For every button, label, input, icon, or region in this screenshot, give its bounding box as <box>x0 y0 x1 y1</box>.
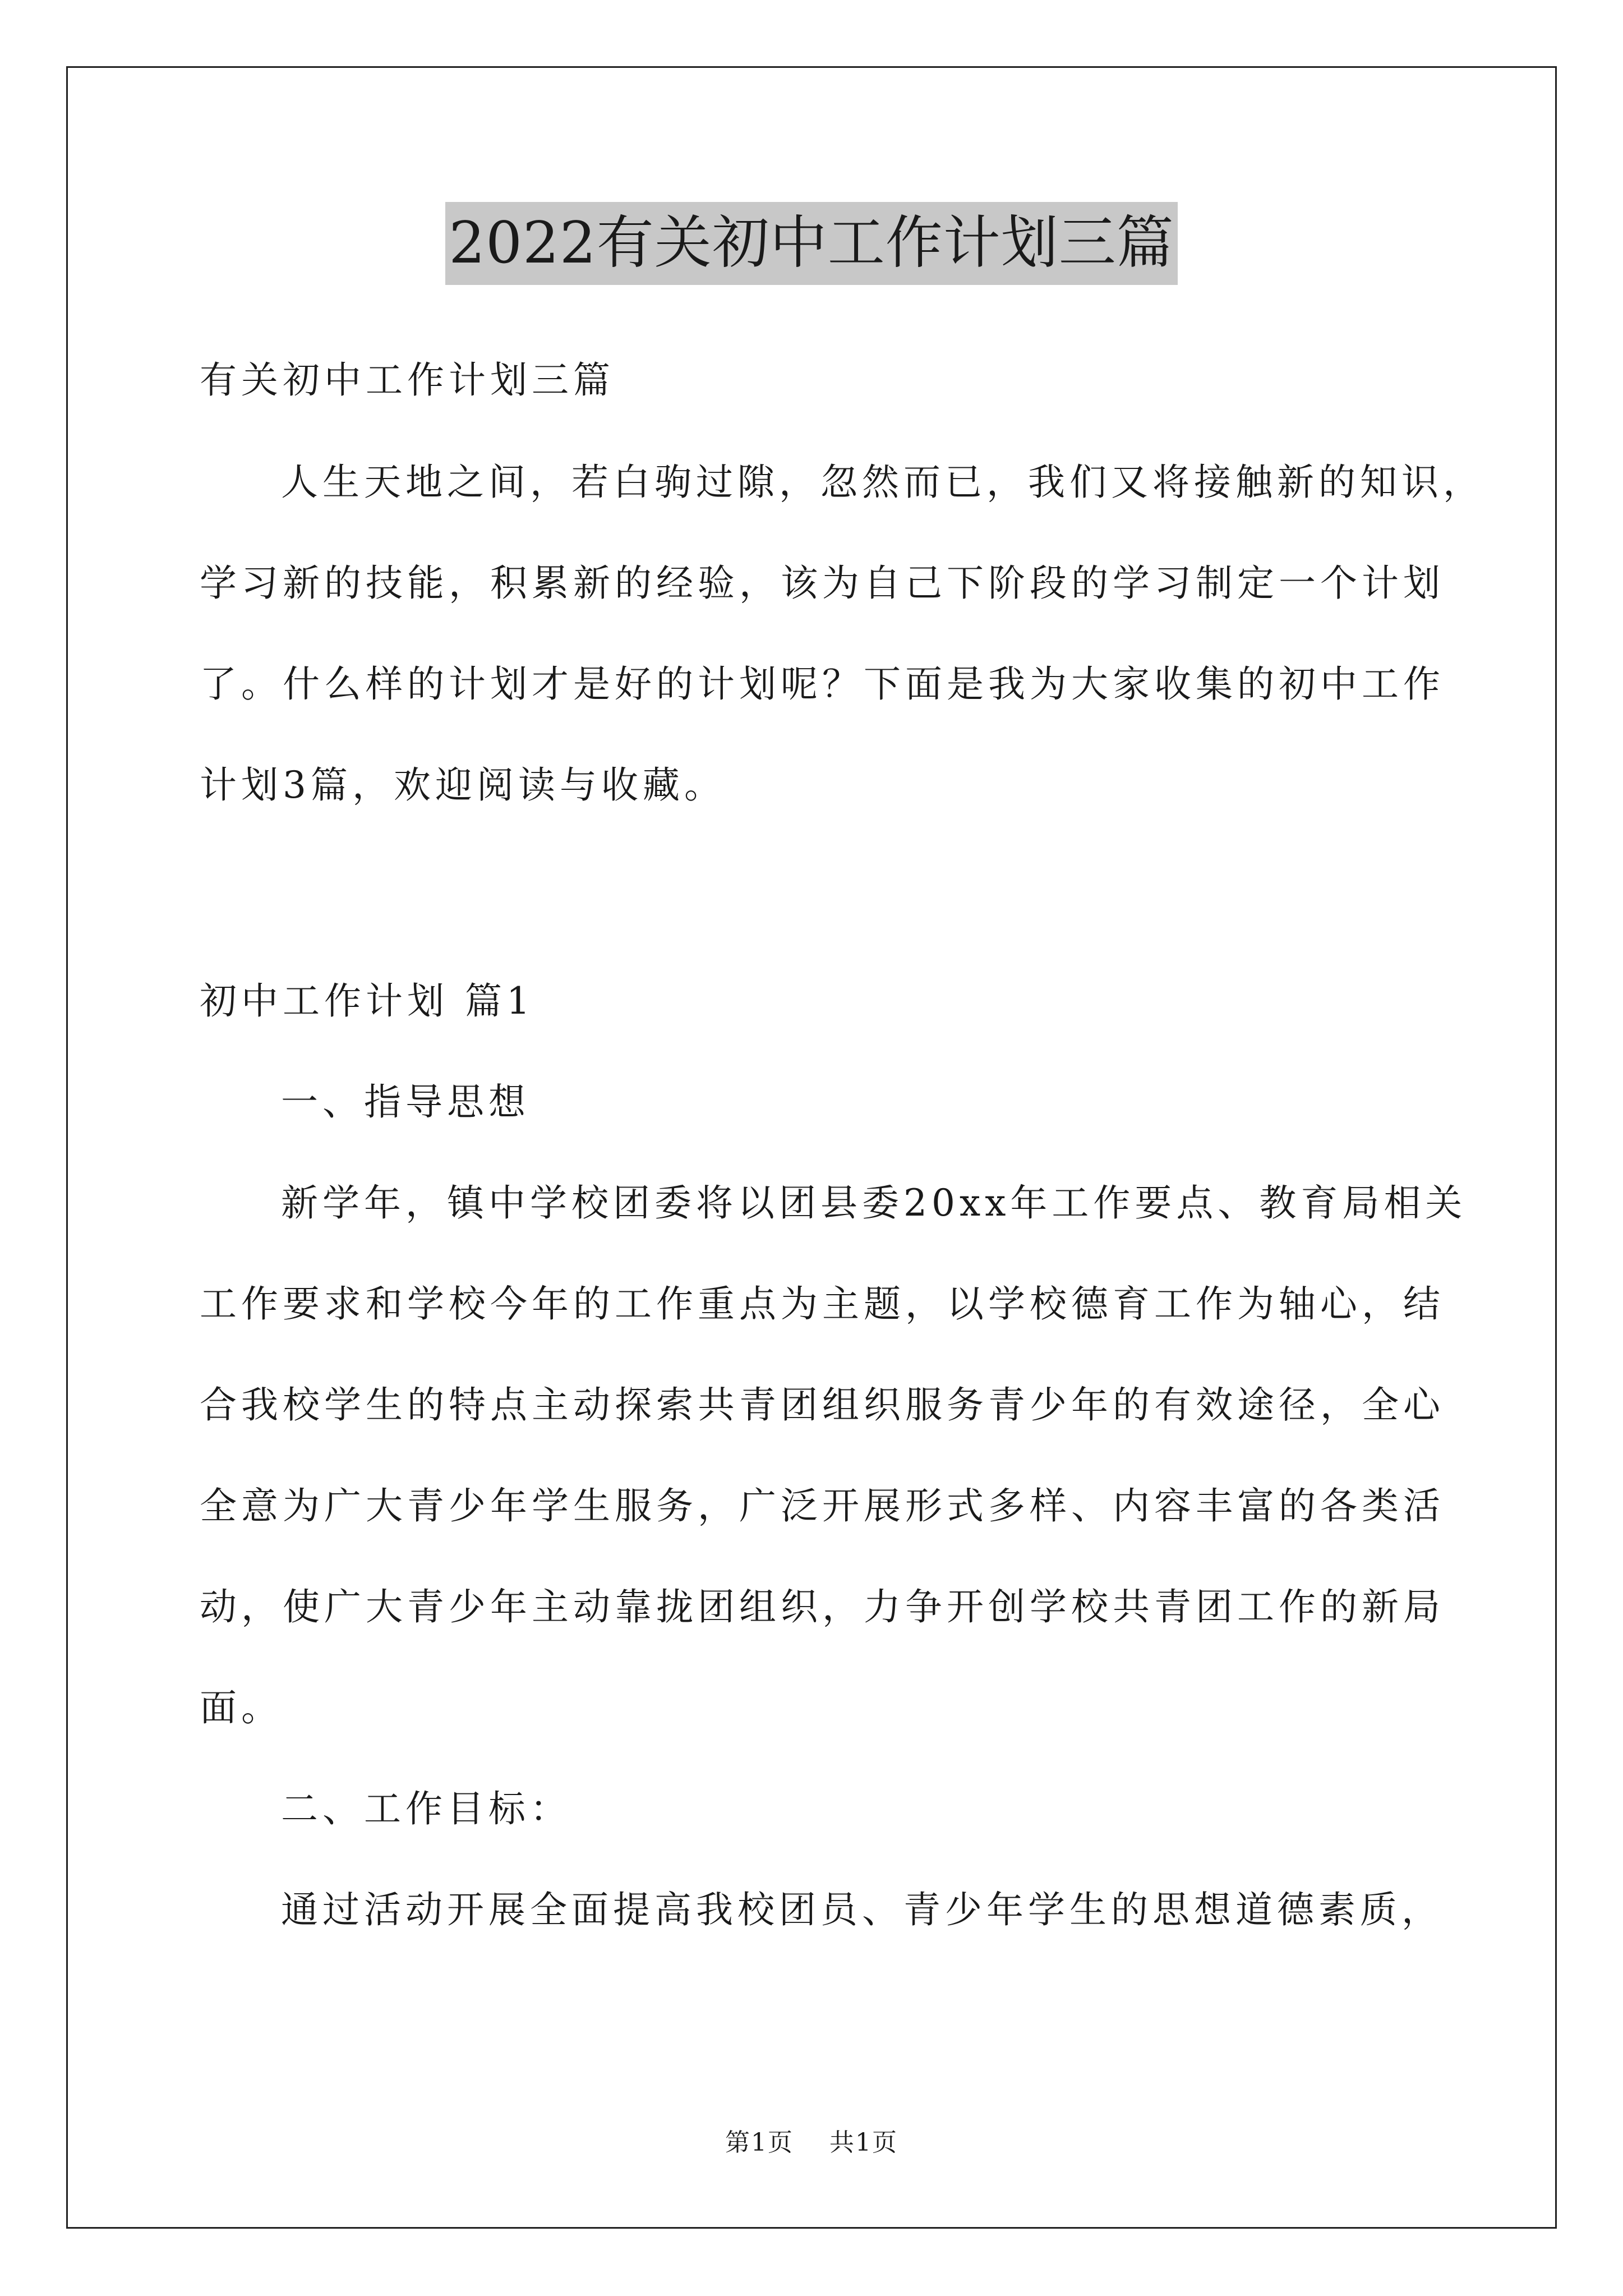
page-footer <box>0 2126 1623 2160</box>
page-number: 第1页 <box>725 2128 794 2157</box>
intro-line: 学习新的技能，积累新的经验，该为自己下阶段的学习制定一个计划 <box>200 562 1445 605</box>
intro-line: 人生天地之间，若白驹过隙，忽然而已，我们又将接触新的知识， <box>281 461 1484 504</box>
guiding-line: 动，使广大青少年主动靠拢团组织，力争开创学校共青团工作的新局 <box>200 1585 1445 1628</box>
guiding-line: 工作要求和学校今年的工作重点为主题，以学校德育工作为轴心，结 <box>200 1282 1445 1326</box>
goal-line: 通过活动开展全面提高我校团员、青少年学生的思想道德素质， <box>281 1888 1443 1931</box>
guiding-line: 面。 <box>200 1686 283 1729</box>
document-title: 2022有关初中工作计划三篇 <box>445 202 1178 285</box>
goal-heading: 二、工作目标： <box>281 1787 571 1830</box>
intro-line: 了。什么样的计划才是好的计划呢？下面是我为大家收集的初中工作 <box>200 662 1445 706</box>
subtitle: 有关初中工作计划三篇 <box>200 358 615 402</box>
guiding-line: 合我校学生的特点主动探索共青团组织服务青少年的有效途径，全心 <box>200 1383 1445 1427</box>
guiding-line: 全意为广大青少年学生服务，广泛开展形式多样、内容丰富的各类活 <box>200 1484 1445 1527</box>
intro-line: 计划3篇，欢迎阅读与收藏。 <box>200 763 726 807</box>
section-heading: 初中工作计划 篇1 <box>200 979 534 1023</box>
page-total: 共1页 <box>829 2128 898 2157</box>
title-container <box>0 202 1623 285</box>
guiding-heading: 一、指导思想 <box>281 1080 530 1124</box>
guiding-line: 新学年，镇中学校团委将以团县委20xx年工作要点、教育局相关 <box>281 1181 1467 1225</box>
